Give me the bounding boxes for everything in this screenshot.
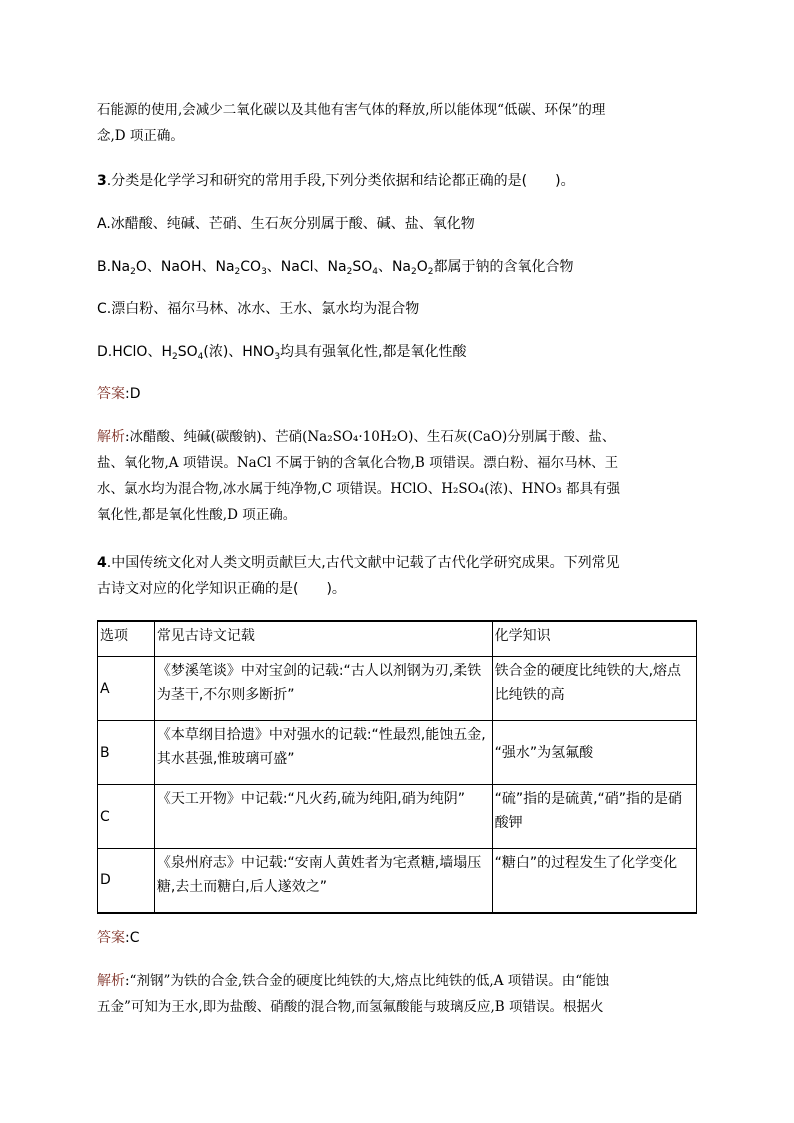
- q4-stem-line1: [97, 550, 717, 576]
- table-row: [98, 657, 697, 721]
- table-cell-option: C: [98, 785, 155, 849]
- table-cell-option: D: [98, 849, 155, 913]
- q3-stem: [97, 168, 717, 194]
- q4-explanation: [97, 968, 707, 1020]
- q4-stem: [97, 550, 717, 602]
- q3-option-d-prefix: D.HClO、H: [97, 344, 172, 360]
- q3-explanation-line4: 氧化性,都是氧化性酸,D 项正确。: [97, 507, 297, 523]
- q4-explanation-line1: [97, 968, 707, 994]
- q3-explanation-label: 解析: [97, 429, 125, 445]
- q3-number: 3: [97, 173, 107, 189]
- table-cell-poem: 《泉州府志》中记载:“安南人黄姓者为宅煮糖,墙塌压糖,去土而糖白,后人遂效之”: [154, 849, 492, 913]
- prev-explanation-line2: 念,D 项正确。: [97, 128, 184, 144]
- q4-answer-value: :C: [125, 930, 140, 946]
- table-cell-option: A: [98, 657, 155, 721]
- table-row: [98, 785, 697, 849]
- q4-explanation-line2: 五金”可知为王水,即为盐酸、硝酸的混合物,而氢氟酸能与玻璃反应,B 项错误。根据火: [97, 999, 604, 1015]
- q4-answer: [97, 925, 140, 951]
- table-cell-knowledge: 铁合金的硬度比纯铁的大,熔点比纯铁的高: [492, 657, 696, 721]
- q3-option-b-prefix: B.: [97, 259, 112, 275]
- table-header-option: 选项: [98, 621, 155, 657]
- q3-option-b: $B.Na_2O$、NaOH、$Na_2CO_3$、NaCl、$Na_2SO_4$、$Na_2O_2$都属于钠的含氧化合物: [97, 259, 574, 277]
- q3-explanation-line3: 水、氯水均为混合物,冰水属于纯净物,C 项错误。HClO、H₂SO₄(浓)、HNO₃ 都具有强: [97, 481, 620, 497]
- table-cell-knowledge: “硫”指的是硫黄,“硝”指的是硝酸钾: [492, 785, 696, 849]
- prev-explanation-line1: 石能源的使用,会减少二氧化碳以及其他有害气体的释放,所以能体现“低碳、环保”的理: [97, 102, 606, 118]
- q4-stem-line2: 古诗文对应的化学知识正确的是( )。: [97, 581, 346, 597]
- q3-answer-value: :D: [125, 386, 141, 402]
- q3-option-d-mid: SO: [177, 344, 198, 360]
- q3-explanation: [97, 424, 707, 528]
- q3-option-d-mid2: (浓)、HNO: [203, 344, 275, 360]
- q3-option-b-tail: 都属于钠的含氧化合物: [433, 259, 574, 275]
- q3-option-d: D.HClO、$H_2SO_4$(浓)、$HNO_3$均具有强氧化性,都是氧化性酸: [97, 344, 467, 362]
- table-cell-knowledge: “糖白”的过程发生了化学变化: [492, 849, 696, 913]
- q3-answer-label: 答案: [97, 386, 125, 402]
- q4-answer-label: 答案: [97, 930, 125, 946]
- q3-option-a: A.冰醋酸、纯碱、芒硝、生石灰分别属于酸、碱、盐、氧化物: [97, 216, 475, 232]
- table-header-row: [98, 621, 697, 657]
- q3-explanation-text1: :冰醋酸、纯碱(碳酸钠)、芒硝(Na₂SO₄·10H₂O)、生石灰(CaO)分别属于酸、盐、: [125, 429, 616, 445]
- q3-answer: [97, 381, 141, 407]
- q3-explanation-line2: 盐、氧化物,A 项错误。NaCl 不属于钠的含氧化合物,B 项错误。漂白粉、福尔马林、王: [97, 455, 619, 471]
- table-row: [98, 721, 697, 785]
- q3-option-d-tail: 均具有强氧化性,都是氧化性酸: [280, 344, 467, 360]
- table-cell-poem: 《梦溪笔谈》中对宝剑的记载:“古人以剂钢为刃,柔铁为茎干,不尔则多断折”: [154, 657, 492, 721]
- table-row: [98, 849, 697, 913]
- table-cell-option: B: [98, 721, 155, 785]
- q3-explanation-line1: [97, 424, 707, 450]
- table-cell-poem: 《本草纲目拾遗》中对强水的记载:“性最烈,能蚀五金,其水甚强,惟玻璃可盛”: [154, 721, 492, 785]
- q4-explanation-label: 解析: [97, 973, 125, 989]
- table-cell-knowledge: “强水”为氢氟酸: [492, 721, 696, 785]
- q3-option-c: C.漂白粉、福尔马林、冰水、王水、氯水均为混合物: [97, 301, 420, 317]
- q4-table: [97, 620, 697, 914]
- table-cell-poem: 《天工开物》中记载:“凡火药,硫为纯阳,硝为纯阴”: [154, 785, 492, 849]
- table-header-poem: 常见古诗文记载: [154, 621, 492, 657]
- q4-number: 4: [97, 555, 107, 571]
- q4-explanation-text1: :“剂钢”为铁的合金,铁合金的硬度比纯铁的大,熔点比纯铁的低,A 项错误。由“能蚀: [125, 973, 610, 989]
- table-header-knowledge: 化学知识: [492, 621, 696, 657]
- q4-stem-text1: .中国传统文化对人类文明贡献巨大,古代文献中记载了古代化学研究成果。下列常见: [106, 555, 620, 571]
- q3-stem-text: .分类是化学学习和研究的常用手段,下列分类依据和结论都正确的是( )。: [106, 173, 575, 189]
